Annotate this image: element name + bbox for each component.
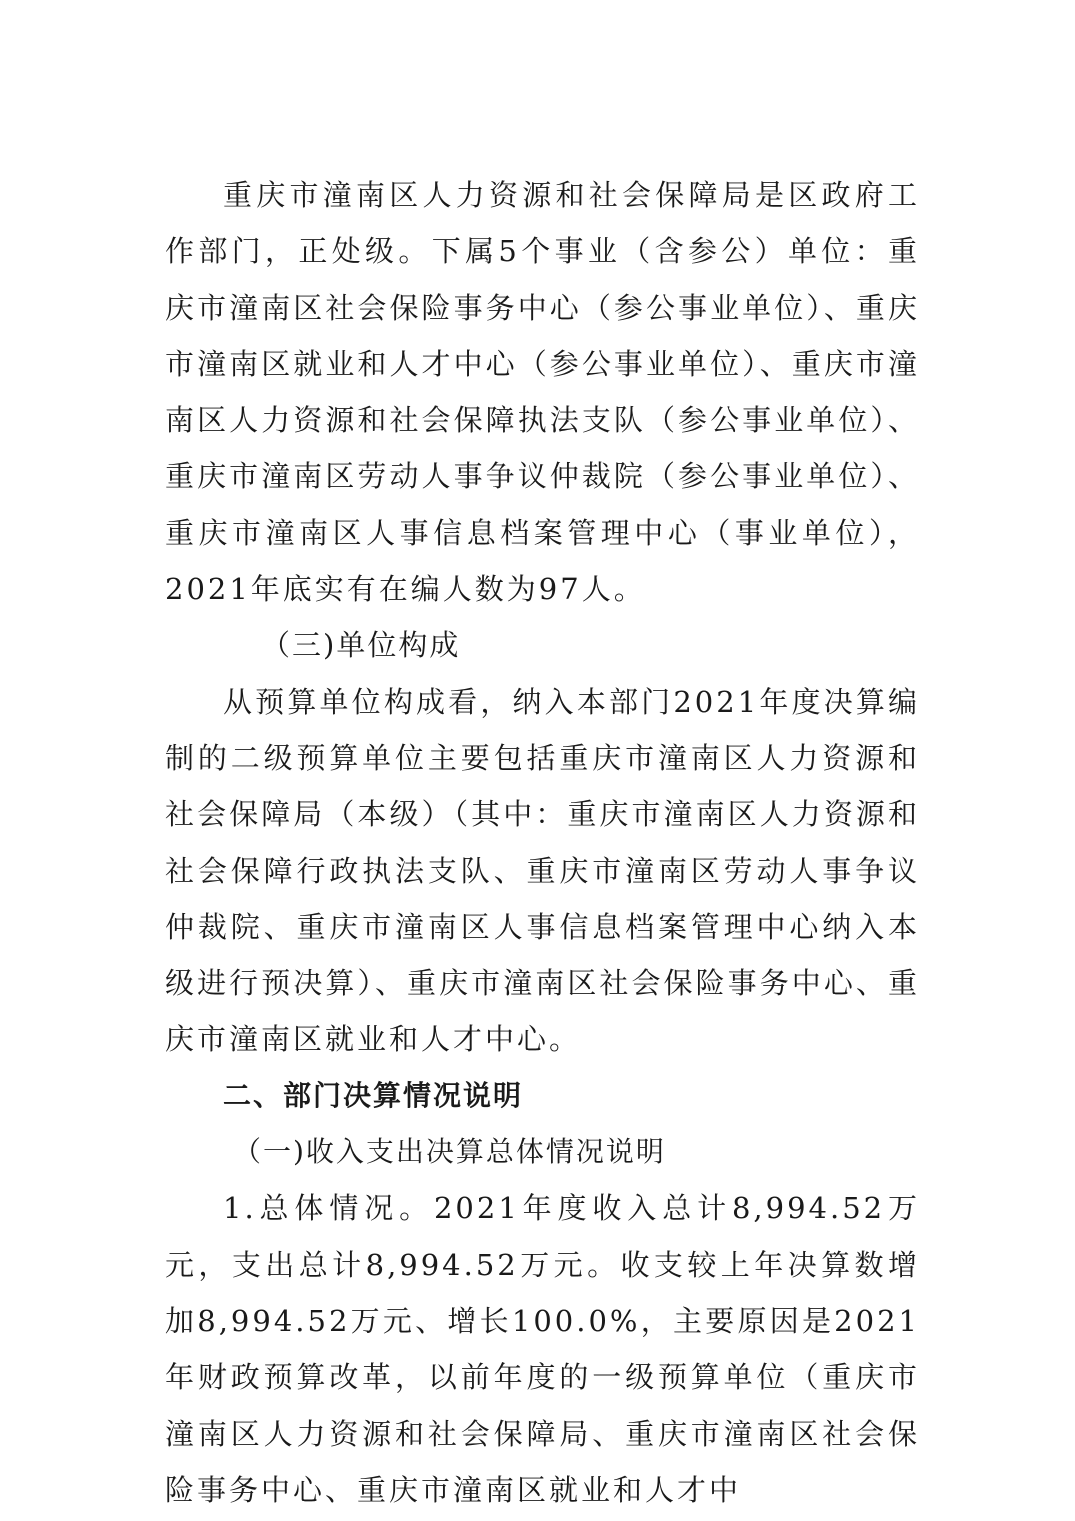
paragraph-overall-situation: 1.总体情况。2021年度收入总计8,994.52万元，支出总计8,994.52万元。收支较上年决算数增加8,994.52万元、增长100.0%，主要原因是2021年财政预算改革，以前年度的一级预算单位（重庆市潼南区人力资源和社会保障局、重庆市潼南区社会保险事务中心、重庆市潼南区就业和人才中 bbox=[165, 1191, 920, 1507]
heading-unit-composition: （三)单位构成 bbox=[261, 628, 461, 663]
paragraph-budget-units: 从预算单位构成看，纳入本部门2021年度决算编制的二级预算单位主要包括重庆市潼南区人力资源和社会保障局（本级）（其中：重庆市潼南区人力资源和社会保障行政执法支队、重庆市潼南区劳动人事争议仲裁院、重庆市潼南区人事信息档案管理中心纳入本级进行预决算）、重庆市潼南区社会保险事务中心、重庆市潼南区就业和人才中心。 bbox=[165, 684, 920, 1057]
paragraph-department-overview: 重庆市潼南区人力资源和社会保障局是区政府工作部门，正处级。下属5个事业（含参公）单位：重庆市潼南区社会保险事务中心（参公事业单位）、重庆市潼南区就业和人才中心（参公事业单位）、重庆市潼南区人力资源和社会保障执法支队（参公事业单位）、重庆市潼南区劳动人事争议仲裁院（参公事业单位）、重庆市潼南区人事信息档案管理中心（事业单位），2021年底实有在编人数为97人。 bbox=[165, 178, 920, 607]
heading-section-two: 二、部门决算情况说明 bbox=[223, 1078, 524, 1112]
heading-income-expense-overview: （一)收入支出决算总体情况说明 bbox=[233, 1135, 666, 1169]
document-body bbox=[165, 167, 920, 1518]
